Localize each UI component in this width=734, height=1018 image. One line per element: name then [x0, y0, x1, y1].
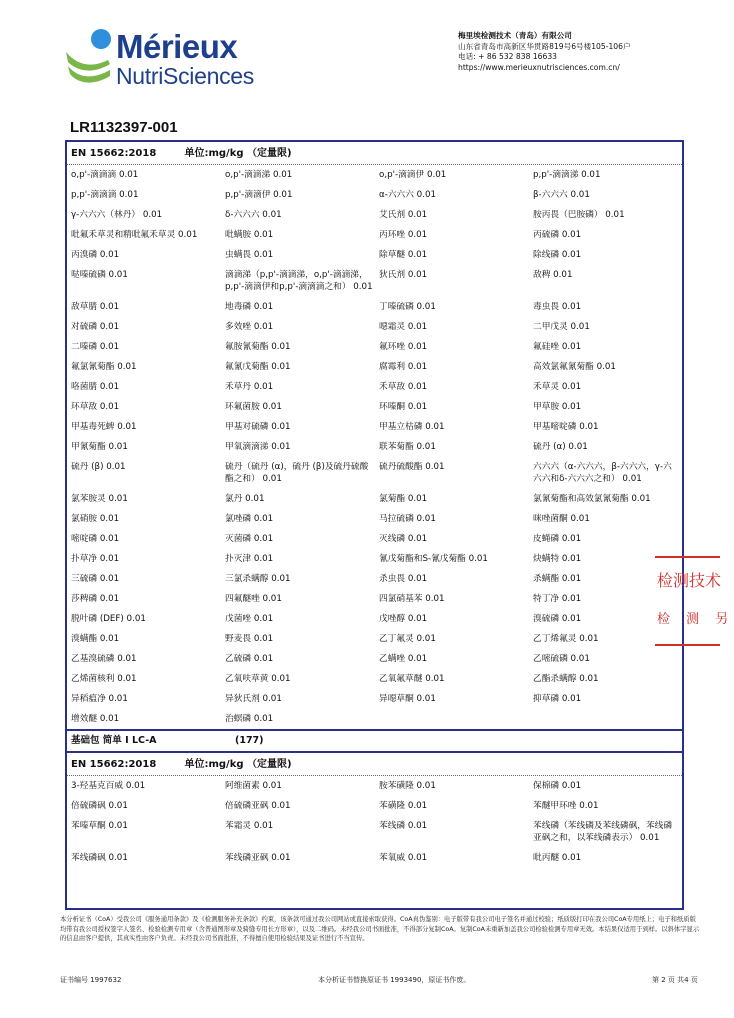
section2-standard: EN 15662:2018 [71, 759, 157, 770]
result-cell: 噁霜灵 0.01 [379, 322, 428, 332]
result-cell: 乙氧呋草黄 0.01 [225, 674, 291, 684]
result-cell: 六六六（α-六六六，β-六六六，γ-六六六和δ-六六六之和） 0.01 [533, 462, 672, 484]
result-cell: 苯磺隆 0.01 [379, 801, 428, 811]
result-cell: 野麦畏 0.01 [225, 634, 274, 644]
result-row [69, 165, 682, 185]
result-row [69, 437, 682, 457]
result-cell: 环嗪酮 0.01 [379, 402, 428, 412]
result-row [69, 669, 682, 689]
result-cell: γ-六六六（林丹） 0.01 [71, 210, 163, 220]
result-cell: 氰戊菊酯和S-氰戊菊酯 0.01 [379, 554, 488, 564]
result-cell: 腐霉利 0.01 [379, 362, 428, 372]
result-cell: 硫丹 (β) 0.01 [71, 462, 126, 472]
result-row [69, 689, 682, 709]
result-cell: 吡丙醚 0.01 [533, 853, 582, 863]
result-cell: 苯嗪草酮 0.01 [71, 821, 128, 831]
result-cell: 甲氧滴滴涕 0.01 [225, 442, 291, 452]
result-row [69, 776, 682, 796]
company-address: 山东省青岛市高新区华贯路819号6号楼105-106户 [458, 41, 631, 51]
result-cell: 二甲戊灵 0.01 [533, 322, 590, 332]
result-cell: 乙酯杀螨醇 0.01 [533, 674, 599, 684]
result-cell: 甲基嘧啶磷 0.01 [533, 422, 599, 432]
result-cell: 戊菌唑 0.01 [225, 614, 274, 624]
result-cell: p,p'-滴滴伊 0.01 [225, 190, 293, 200]
result-cell: 硫丹（硫丹 (α)，硫丹 (β)及硫丹硫酸酯之和） 0.01 [225, 462, 369, 484]
result-cell: 炔螨特 0.01 [533, 554, 582, 564]
result-cell: 四氯硝基苯 0.01 [379, 594, 445, 604]
stamp-border [655, 644, 720, 646]
result-cell: 乙硫磷 0.01 [225, 654, 274, 664]
result-cell: 氯丹 0.01 [225, 494, 265, 504]
result-cell: 异稻瘟净 0.01 [71, 694, 128, 704]
result-cell: 氟氯氰菊酯 0.01 [71, 362, 137, 372]
result-row [69, 816, 682, 848]
result-row [69, 529, 682, 549]
result-cell: 吡氟禾草灵和精吡氟禾草灵 0.01 [71, 230, 198, 240]
result-cell: 胺苯磺隆 0.01 [379, 781, 436, 791]
result-cell: 莎稗磷 0.01 [71, 594, 120, 604]
result-cell: 甲基毒死蜱 0.01 [71, 422, 137, 432]
result-cell: 氟胺氰菊酯 0.01 [225, 342, 291, 352]
result-cell: 乙嘧硫磷 0.01 [533, 654, 590, 664]
result-cell: p,p'-滴滴涕 0.01 [533, 170, 601, 180]
result-row [69, 225, 682, 245]
section2-unit: 单位:mg/kg （定量限) [184, 759, 292, 770]
result-row [69, 205, 682, 225]
section1-grid [67, 165, 682, 729]
result-cell: 氟氰戊菊酯 0.01 [225, 362, 291, 372]
result-cell: 保棉磷 0.01 [533, 781, 582, 791]
result-cell: 灭线磷 0.01 [379, 534, 428, 544]
result-row [69, 709, 682, 729]
result-row [69, 609, 682, 629]
result-cell: 乙烯菌核利 0.01 [71, 674, 137, 684]
result-cell: 丁嗪硫磷 0.01 [379, 302, 436, 312]
replacement-note: 本分析证书替换原证书 1993490，原证书作废。 [318, 976, 471, 984]
result-cell: 丙硫磷 0.01 [533, 230, 582, 240]
result-cell: 胺丙畏（巴胺磷） 0.01 [533, 210, 625, 220]
result-cell: 对硫磷 0.01 [71, 322, 120, 332]
result-row [69, 649, 682, 669]
company-logo [64, 22, 254, 92]
result-cell: 异狄氏剂 0.01 [225, 694, 282, 704]
result-row [69, 337, 682, 357]
result-cell: 环草敌 0.01 [71, 402, 120, 412]
merieux-logo-icon [64, 22, 124, 92]
result-cell: 氟硅唑 0.01 [533, 342, 582, 352]
result-cell: 戊唑醇 0.01 [379, 614, 428, 624]
report-number: LR1132397-001 [70, 119, 178, 136]
result-cell: 咪唑菌酮 0.01 [533, 514, 590, 524]
result-cell: 苯线磷砜 0.01 [71, 853, 128, 863]
result-cell: 滴滴涕（p,p'-滴滴涕，o,p'-滴滴涕，p,p'-滴滴伊和p,p'-滴滴滴之和） 0.01 [225, 270, 373, 292]
result-row [69, 245, 682, 265]
result-row [69, 569, 682, 589]
result-cell: 三氯杀螨醇 0.01 [225, 574, 291, 584]
result-cell: 禾草丹 0.01 [225, 382, 274, 392]
package-label: 基础包 简单 I LC-A [71, 735, 157, 746]
result-row [69, 297, 682, 317]
result-cell: 禾草灵 0.01 [533, 382, 582, 392]
official-stamp [655, 556, 734, 648]
result-cell: 溴硫磷 0.01 [533, 614, 582, 624]
result-row [69, 549, 682, 569]
result-cell: 乙螨唑 0.01 [379, 654, 428, 664]
result-row [69, 796, 682, 816]
result-row [69, 185, 682, 205]
result-cell: 地毒磷 0.01 [225, 302, 274, 312]
result-cell: 艾氏剂 0.01 [379, 210, 428, 220]
result-cell: 倍硫磷亚砜 0.01 [225, 801, 291, 811]
result-row [69, 397, 682, 417]
result-row [69, 848, 682, 868]
result-cell: 阿维菌素 0.01 [225, 781, 282, 791]
result-cell: 虫螨畏 0.01 [225, 250, 274, 260]
result-cell: o,p'-滴滴涕 0.01 [225, 170, 293, 180]
result-cell: 四氟醚唑 0.01 [225, 594, 282, 604]
result-cell: 马拉硫磷 0.01 [379, 514, 436, 524]
company-website[interactable]: https://www.merieuxnutrisciences.com.cn/ [458, 62, 620, 72]
result-cell: 乙氧氟草醚 0.01 [379, 674, 445, 684]
result-cell: 二嗪磷 0.01 [71, 342, 120, 352]
result-cell: 氯氰菊酯和高效氯氰菊酯 0.01 [533, 494, 651, 504]
brand-name: Mérieux [116, 28, 238, 65]
result-row [69, 509, 682, 529]
result-cell: β-六六六 0.01 [533, 190, 590, 200]
result-cell: 苯线磷 0.01 [379, 821, 428, 831]
result-cell: 氯苯胺灵 0.01 [71, 494, 128, 504]
result-cell: 抑草磷 0.01 [533, 694, 582, 704]
result-cell: 高效氯氟氰菊酯 0.01 [533, 362, 616, 372]
result-cell: 甲基立枯磷 0.01 [379, 422, 445, 432]
stamp-text-1: 检测技术 [657, 571, 722, 590]
company-phone: 电话: + 86 532 838 16633 [458, 52, 557, 61]
result-row [69, 357, 682, 377]
result-cell: 苯线磷（苯线磷及苯线磷砜，苯线磷亚砜之和，以苯线磷表示） 0.01 [533, 821, 672, 843]
result-cell: 硫丹硫酸酯 0.01 [379, 462, 445, 472]
result-cell: 嘧啶磷 0.01 [71, 534, 120, 544]
result-cell [531, 709, 681, 729]
company-name: 梅里埃检测技术（青岛）有限公司 [458, 31, 572, 40]
result-row [69, 377, 682, 397]
result-row [69, 265, 682, 297]
result-cell: 吡螨胺 0.01 [225, 230, 274, 240]
result-cell: 毒虫畏 0.01 [533, 302, 582, 312]
result-cell: 除草醚 0.01 [379, 250, 428, 260]
brand-sub: NutriSciences [116, 63, 254, 89]
result-cell: 皮蝇磷 0.01 [533, 534, 582, 544]
section2-header [67, 753, 682, 776]
result-cell: α-六六六 0.01 [379, 190, 437, 200]
result-cell: 除线磷 0.01 [533, 250, 582, 260]
result-cell: 敌稗 0.01 [533, 270, 573, 280]
result-cell: 乙基溴硫磷 0.01 [71, 654, 137, 664]
result-row [69, 489, 682, 509]
result-cell: δ-六六六 0.01 [225, 210, 282, 220]
result-cell: 甲氰菊酯 0.01 [71, 442, 128, 452]
result-cell: 氯硝胺 0.01 [71, 514, 120, 524]
result-cell: 扑灭津 0.01 [225, 554, 274, 564]
result-cell: 苯氧威 0.01 [379, 853, 428, 863]
section2-grid [67, 776, 682, 868]
result-cell: 多效唑 0.01 [225, 322, 274, 332]
result-cell: 苯线磷亚砜 0.01 [225, 853, 291, 863]
package-count: (177) [235, 735, 264, 746]
result-cell: 氯唑磷 0.01 [225, 514, 274, 524]
certificate-number: 证书编号 1997632 [60, 976, 122, 984]
result-cell: 氯菊酯 0.01 [379, 494, 428, 504]
result-cell: 治螟磷 0.01 [225, 714, 274, 724]
section1-unit: 单位:mg/kg （定量限) [184, 148, 292, 159]
result-cell: 联苯菊酯 0.01 [379, 442, 436, 452]
result-cell: 狄氏剂 0.01 [379, 270, 428, 280]
result-row [69, 589, 682, 609]
result-cell: o,p'-滴滴滴 0.01 [71, 170, 139, 180]
result-cell: o,p'-滴滴伊 0.01 [379, 170, 447, 180]
result-cell: 杀虫畏 0.01 [379, 574, 428, 584]
result-cell: 甲基对硫磷 0.01 [225, 422, 291, 432]
result-cell: 哒嗪硫磷 0.01 [71, 270, 128, 280]
stamp-border [655, 556, 720, 558]
result-cell [377, 709, 531, 729]
result-cell: 特丁净 0.01 [533, 594, 582, 604]
result-cell: 苯醚甲环唑 0.01 [533, 801, 599, 811]
result-cell: 苯霜灵 0.01 [225, 821, 274, 831]
result-cell: 异噁草酮 0.01 [379, 694, 436, 704]
result-cell: 咯菌腈 0.01 [71, 382, 120, 392]
result-cell: 3-羟基克百威 0.01 [71, 781, 146, 791]
package-row [67, 731, 682, 751]
result-cell: 氟环唑 0.01 [379, 342, 428, 352]
result-cell: 溴螨酯 0.01 [71, 634, 120, 644]
result-row [69, 629, 682, 649]
result-row [69, 417, 682, 437]
result-cell: 禾草敌 0.01 [379, 382, 428, 392]
section1-standard: EN 15662:2018 [71, 148, 157, 159]
result-cell: 乙丁氟灵 0.01 [379, 634, 436, 644]
company-info [458, 31, 631, 73]
result-cell: 杀螨酯 0.01 [533, 574, 582, 584]
result-row [69, 317, 682, 337]
result-cell: 增效醚 0.01 [71, 714, 120, 724]
section1-header [67, 142, 682, 165]
result-cell: 脱叶磷 (DEF) 0.01 [71, 614, 146, 624]
result-cell: 硫丹 (α) 0.01 [533, 442, 588, 452]
result-cell: 环氟菌胺 0.01 [225, 402, 282, 412]
disclaimer-text: 本分析证书（CoA）受我公司《服务通用条款》及《检测服务补充条款》约束，该条款可通过我公司网站或直接索取获得。CoA真伪鉴别：电子版带有我公司电子签名并通过校验；纸质版打印在我公司CoA专用纸上；电子和纸质版均带有我公司授权签字人签名、检验检测专用章（含普通图形章及骑缝专用长方形章），以及二维码。未经我公司书面批准，不得部分复制CoA。复制CoA未重新加盖我公司检验检测专用章无效。本结果仅适用于到样。以斜体字显示的信息由客户提供，其真实性由客户负责。未经我公司书面批准，不得擅自使用检验结果及证书进行不当宣传。 [60, 916, 700, 942]
result-cell: p,p'-滴滴滴 0.01 [71, 190, 139, 200]
result-cell: 三硫磷 0.01 [71, 574, 120, 584]
result-cell: 敌草腈 0.01 [71, 302, 120, 312]
result-cell: 甲草胺 0.01 [533, 402, 582, 412]
stamp-text-2: 检 测 另 [657, 612, 734, 627]
result-row [69, 457, 682, 489]
result-cell: 丙溴磷 0.01 [71, 250, 120, 260]
results-frame [65, 140, 684, 910]
result-cell: 倍硫磷砜 0.01 [71, 801, 128, 811]
page-number: 第 2 页 共4 页 [652, 976, 698, 984]
result-cell: 扑草净 0.01 [71, 554, 120, 564]
result-cell: 乙丁烯氟灵 0.01 [533, 634, 599, 644]
result-cell: 灭菌磷 0.01 [225, 534, 274, 544]
result-cell: 丙环唑 0.01 [379, 230, 428, 240]
